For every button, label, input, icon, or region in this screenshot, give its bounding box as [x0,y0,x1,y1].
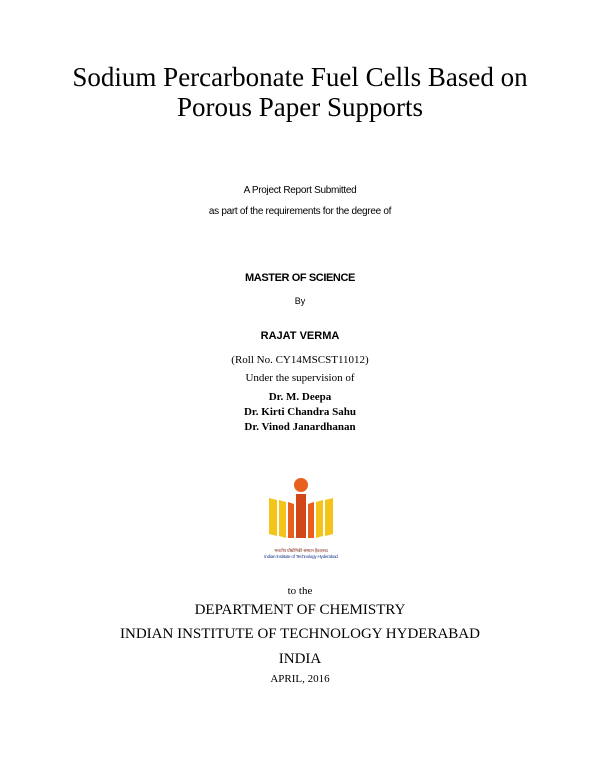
supervisor-3: Dr. Vinod Janardhanan [244,421,356,433]
iith-emblem-icon [266,470,336,548]
by-label: By [294,296,306,306]
supervisor-1: Dr. M. Deepa [268,391,332,403]
roll-number: (Roll No. CY14MSCST11012) [231,354,369,366]
logo-english-text: Indian Institute of Technology Hyderabad [264,554,338,559]
report-title-line-1: Sodium Percarbonate Fuel Cells Based on [72,62,528,92]
logo-hindi-text: भारतीय प्रौद्योगिकी संस्थान हैदराबाद [274,548,328,553]
submission-date: APRIL, 2016 [270,673,330,685]
country-name: INDIA [278,651,322,667]
submission-line-1: A Project Report Submitted [243,185,357,196]
to-the-label: to the [287,585,313,597]
degree-name: MASTER OF SCIENCE [245,272,355,284]
iith-logo [266,470,336,560]
institute-name: INDIAN INSTITUTE OF TECHNOLOGY HYDERABAD [120,626,480,642]
department-name: DEPARTMENT OF CHEMISTRY [194,602,406,618]
supervision-label: Under the supervision of [245,372,355,384]
report-title-line-2: Porous Paper Supports [176,92,423,122]
supervisor-2: Dr. Kirti Chandra Sahu [243,406,357,418]
submission-line-2: as part of the requirements for the degree of [208,206,392,217]
author-name: RAJAT VERMA [260,330,340,342]
